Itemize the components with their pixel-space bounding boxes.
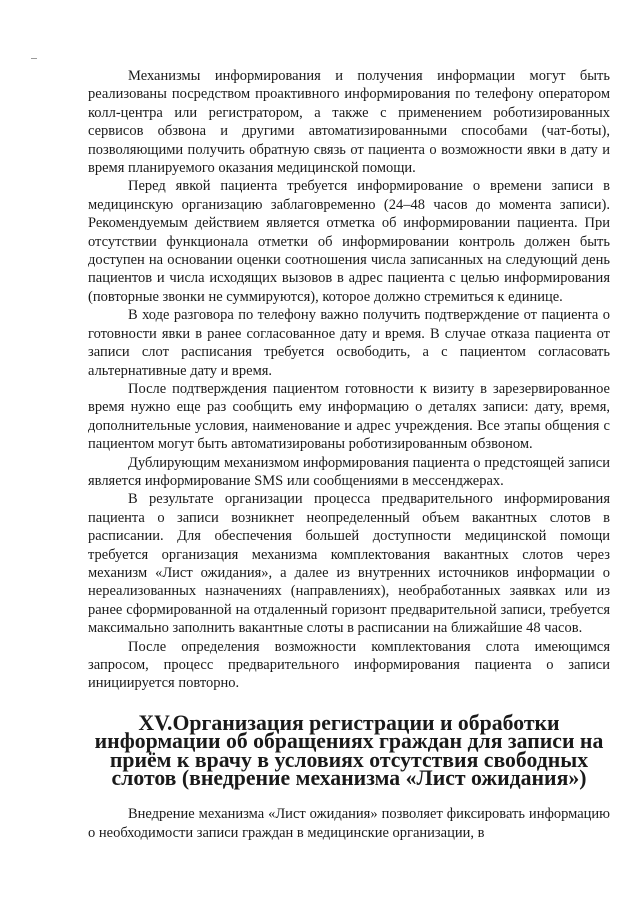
paragraph: В ходе разговора по телефону важно получить подтверждение от пациента о готовности явки в ранее согласованное дату и время. В случае отказа пациента от записи слот расписания требуется освободить, а с пациентом согласовать альтернативные дату и время.: [88, 307, 610, 379]
paragraph: Внедрение механизма «Лист ожидания» позволяет фиксировать информацию о необходимости записи граждан в медицинские организации, в: [88, 806, 610, 841]
paragraph: После подтверждения пациентом готовности к визиту в зарезервированное время нужно еще раз сообщить ему информацию о деталях записи: дату, время, дополнительные условия, наименование и адрес учреждения. Все этапы общения с пациентом могут быть автоматизированы роботизированным обзвоном.: [88, 380, 610, 453]
section-heading: XV.Организация регистрации и обработки информации об обращениях граждан для записи на приём к врачу в условиях отсутствия свободных слотов (внедрение механизма «Лист ожидания»): [94, 710, 604, 791]
paragraph: Перед явкой пациента требуется информирование о времени записи в медицинскую организацию заблаговременно (24–48 часов до момента записи). Рекомендуемым действием является отметка об информировании пациента. При отсутствии функционала отметки об информировании контроль должен быть доступен на основании оценки соотношения числа записанных на следующий день пациентов и числа исходящих вызовов в адрес пациента с целью информирования (повторные звонки не суммируются), которое должно стремиться к единице.: [88, 178, 610, 305]
paragraph: Дублирующим механизмом информирования пациента о предстоящей записи является информирование SMS или сообщениями в мессенджерах.: [88, 454, 610, 489]
paragraph: Механизмы информирования и получения информации могут быть реализованы посредством проактивного информирования по телефону оператором колл-центра или регистратором, а также с применением роботизированных сервисов обзвона и другими автоматизированными способами (чат-боты), позволяющими получить обратную связь от пациента о возможности явки в дату и время планируемого оказания медицинской помощи.: [88, 68, 610, 177]
document-page: [88, 67, 610, 842]
paragraph: После определения возможности комплектования слота имеющимся запросом, процесс предварительного информирования пациента о записи инициируется повторно.: [88, 638, 610, 692]
margin-mark: [31, 58, 37, 59]
paragraph: В результате организации процесса предварительного информирования пациента о записи возникнет неопределенный объем вакантных слотов в расписании. Для обеспечения большей доступности медицинской помощи требуется организация механизма комплектования вакантных слотов через механизм «Лист ожидания», а далее из внутренних источников информации о нереализованных назначениях (направлениях), необработанных заявках или из ранее сформированной на отдаленный горизонт предварительной записи, требуется максимально заполнить вакантные слоты в расписании на ближайшие 48 часов.: [88, 491, 610, 637]
